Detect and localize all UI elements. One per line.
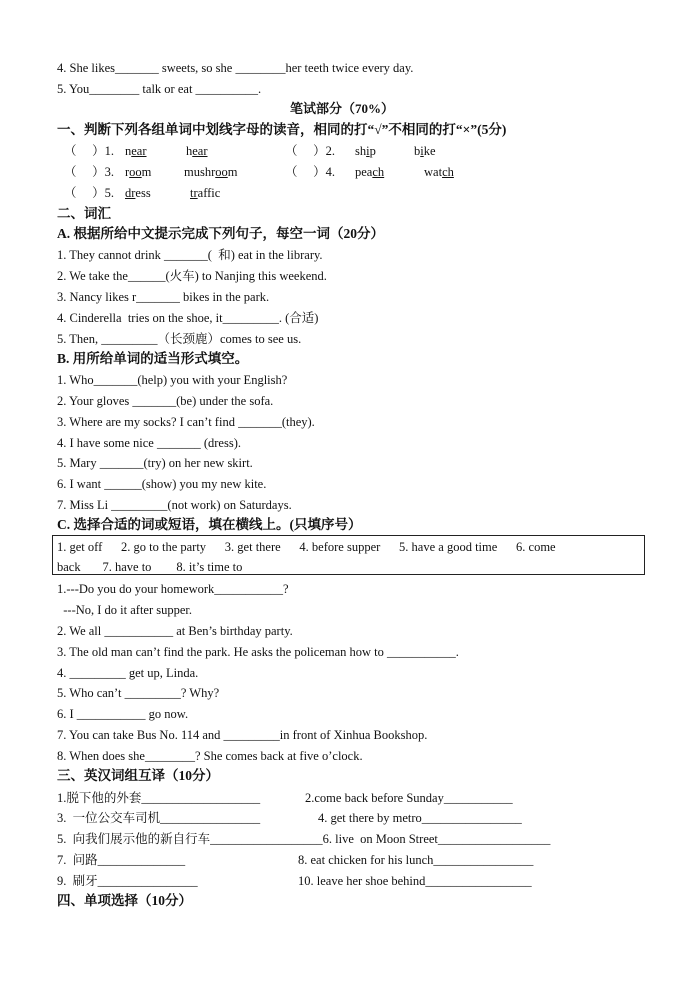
options-line-1: 1. get off 2. go to the party 3. get there 4. before supper 5. have a good time 6. come [57, 540, 556, 554]
sec1-word-room: room [125, 165, 152, 179]
sec3-item-5-6: 5. 向我们展示他的新自行车__________________6. live on Moon Street__________________ [57, 832, 551, 846]
sec2c-item-7: 7. You can take Bus No. 114 and _________in front of Xinhua Bookshop. [57, 728, 428, 742]
section2-title: 二、词汇 [57, 206, 111, 221]
sec1-word-mushroom: mushroom [184, 165, 238, 179]
sec2b-item-5: 5. Mary _______(try) on her new skirt. [57, 456, 253, 470]
sec2a-item-1: 1. They cannot drink _______( 和) eat in the library. [57, 248, 323, 262]
sec1-word-ship: ship [355, 144, 376, 158]
options-line-2: back 7. have to 8. it’s time to [57, 560, 243, 574]
sec3-item-9: 9. 刷牙________________ [57, 874, 198, 888]
sec1-word-watch: watch [424, 165, 454, 179]
top-question-4: 4. She likes_______ sweets, so she ________her teeth twice every day. [57, 61, 414, 75]
sec3-item-10: 10. leave her shoe behind_________________ [298, 874, 532, 888]
sec3-item-7: 7. 问路______________ [57, 853, 186, 867]
section1-title: 一、判断下列各组单词中划线字母的读音，相同的打“√”不相同的打“×”(5分) [57, 122, 507, 137]
sec2b-item-4: 4. I have some nice _______ (dress). [57, 436, 241, 450]
sec3-item-8: 8. eat chicken for his lunch________________ [298, 853, 534, 867]
sec1-row2-paren1: （ ）3. [64, 165, 115, 179]
sec2c-item-5: 5. Who can’t _________? Why? [57, 686, 220, 700]
sec3-item-2: 2.come back before Sunday___________ [305, 791, 513, 805]
section2b-title: B. 用所给单词的适当形式填空。 [57, 351, 249, 366]
sec2b-item-1: 1. Who_______(help) you with your English? [57, 373, 288, 387]
sec2b-item-6: 6. I want ______(show) you my new kite. [57, 477, 267, 491]
sec1-word-hear: hear [186, 144, 208, 158]
sec1-word-near: near [125, 144, 147, 158]
sec3-item-3: 3. 一位公交车司机________________ [57, 811, 261, 825]
sec3-item-4: 4. get there by metro________________ [318, 811, 522, 825]
sec2b-item-3: 3. Where are my socks? I can’t find _______(they). [57, 415, 315, 429]
sec2a-item-3: 3. Nancy likes r_______ bikes in the park. [57, 290, 270, 304]
section4-title: 四、单项选择（10分） [57, 893, 192, 908]
sec1-word-peach: peach [355, 165, 385, 179]
sec2a-item-5: 5. Then, _________（长颈鹿）comes to see us. [57, 332, 302, 346]
sec1-word-dress: dress [125, 186, 151, 200]
top-question-5: 5. You________ talk or eat __________. [57, 82, 262, 96]
sec1-row3-paren1: （ ）5. [64, 186, 115, 200]
sec1-word-traffic: traffic [190, 186, 221, 200]
written-part-title: 笔试部分（70%） [290, 101, 395, 116]
sec1-word-bike: bike [414, 144, 436, 158]
section2a-title: A. 根据所给中文提示完成下列句子，每空一词（20分） [57, 226, 384, 241]
sec2c-item-6: 6. I ___________ go now. [57, 707, 189, 721]
sec2a-item-4: 4. Cinderella tries on the shoe, it_________. (合适) [57, 311, 319, 325]
sec2c-item-1-answer: ---No, I do it after supper. [57, 603, 193, 617]
sec2c-item-8: 8. When does she________? She comes back at five o’clock. [57, 749, 363, 763]
section3-title: 三、英汉词组互译（10分） [57, 768, 219, 783]
sec2b-item-7: 7. Miss Li _________(not work) on Saturdays. [57, 498, 292, 512]
sec2c-item-1: 1.---Do you do your homework___________? [57, 582, 289, 596]
sec1-row2-paren2: （ ）4. [285, 165, 336, 179]
sec2a-item-2: 2. We take the______(火车) to Nanjing this weekend. [57, 269, 327, 283]
sec3-item-1: 1.脱下他的外套___________________ [57, 791, 261, 805]
sec2c-item-3: 3. The old man can’t find the park. He asks the policeman how to ___________. [57, 645, 459, 659]
sec1-row1-paren2: （ ）2. [285, 144, 336, 158]
sec2b-item-2: 2. Your gloves _______(be) under the sofa. [57, 394, 274, 408]
sec1-row1-paren1: （ ）1. [64, 144, 115, 158]
section2c-title: C. 选择合适的词或短语，填在横线上。(只填序号） [57, 517, 362, 532]
sec2c-item-4: 4. _________ get up, Linda. [57, 666, 199, 680]
sec2c-item-2: 2. We all ___________ at Ben’s birthday party. [57, 624, 293, 638]
